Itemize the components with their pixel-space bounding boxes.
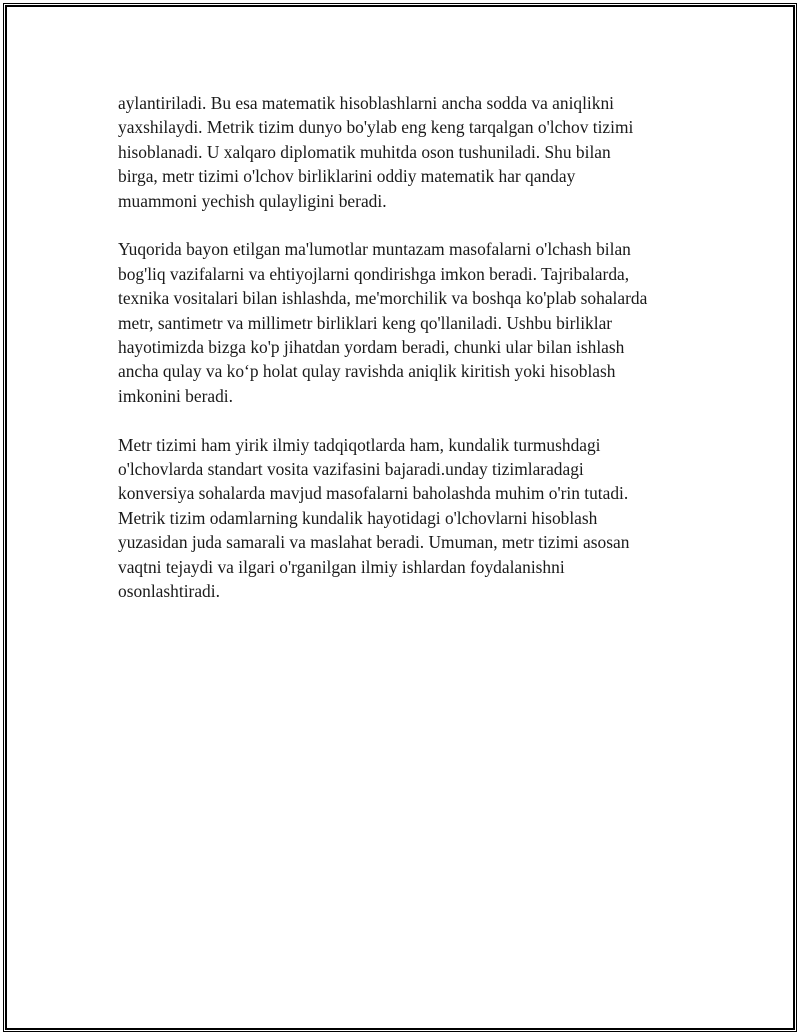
- text-line: ancha qulay va ko‘p holat qulay ravishda aniqlik kiritish yoki hisoblash: [118, 361, 616, 382]
- text-line: aylantiriladi. Bu esa matematik hisoblashlarni ancha sodda va aniqlikni: [118, 93, 614, 113]
- text-line: metr, santimetr va millimetr birliklari keng qo'llaniladi. Ushbu birliklar: [118, 312, 613, 333]
- text-line: Yuqorida bayon etilgan ma'lumotlar muntazam masofalarni o'lchash bilan: [118, 239, 631, 260]
- text-line: o'lchovlarda standart vosita vazifasini bajaradi.unday tizimlaradagi: [118, 459, 584, 480]
- text-line: Metrik tizim odamlarning kundalik hayotidagi o'lchovlarni hisoblash: [118, 507, 598, 528]
- text-line: yuzasidan juda samarali va maslahat beradi. Umuman, metr tizimi asosan: [118, 532, 630, 553]
- paragraph-3: [118, 433, 688, 604]
- text-line: konversiya sohalarda mavjud masofalarni baholashda muhim o'rin tutadi.: [118, 483, 629, 504]
- text-line: hisoblanadi. U xalqaro diplomatik muhitda oson tushuniladi. Shu bilan: [118, 141, 611, 162]
- text-line: birga, metr tizimi o'lchov birliklarini oddiy matematik har qanday: [118, 166, 576, 187]
- document-body: [118, 91, 688, 628]
- text-line: Metr tizimi ham yirik ilmiy tadqiqotlarda ham, kundalik turmushdagi: [118, 434, 601, 455]
- paragraph-2: [118, 237, 688, 408]
- text-line: osonlashtiradi.: [118, 581, 220, 602]
- text-line: bog'liq vazifalarni va ehtiyojlarni qondirishga imkon beradi. Tajribalarda,: [118, 263, 630, 284]
- text-line: vaqtni tejaydi va ilgari o'rganilgan ilmiy ishlardan foydalanishni: [118, 556, 565, 577]
- text-line: imkonini beradi.: [118, 385, 233, 406]
- paragraph-1: [118, 91, 688, 213]
- text-line: texnika vositalari bilan ishlashda, me'morchilik va boshqa ko'plab sohalarda: [118, 288, 648, 309]
- text-line: hayotimizda bizga ko'p jihatdan yordam beradi, chunki ular bilan ishlash: [118, 337, 625, 358]
- text-line: muammoni yechish qulayligini beradi.: [118, 190, 387, 211]
- text-line: yaxshilaydi. Metrik tizim dunyo bo'ylab eng keng tarqalgan o'lchov tizimi: [118, 117, 634, 138]
